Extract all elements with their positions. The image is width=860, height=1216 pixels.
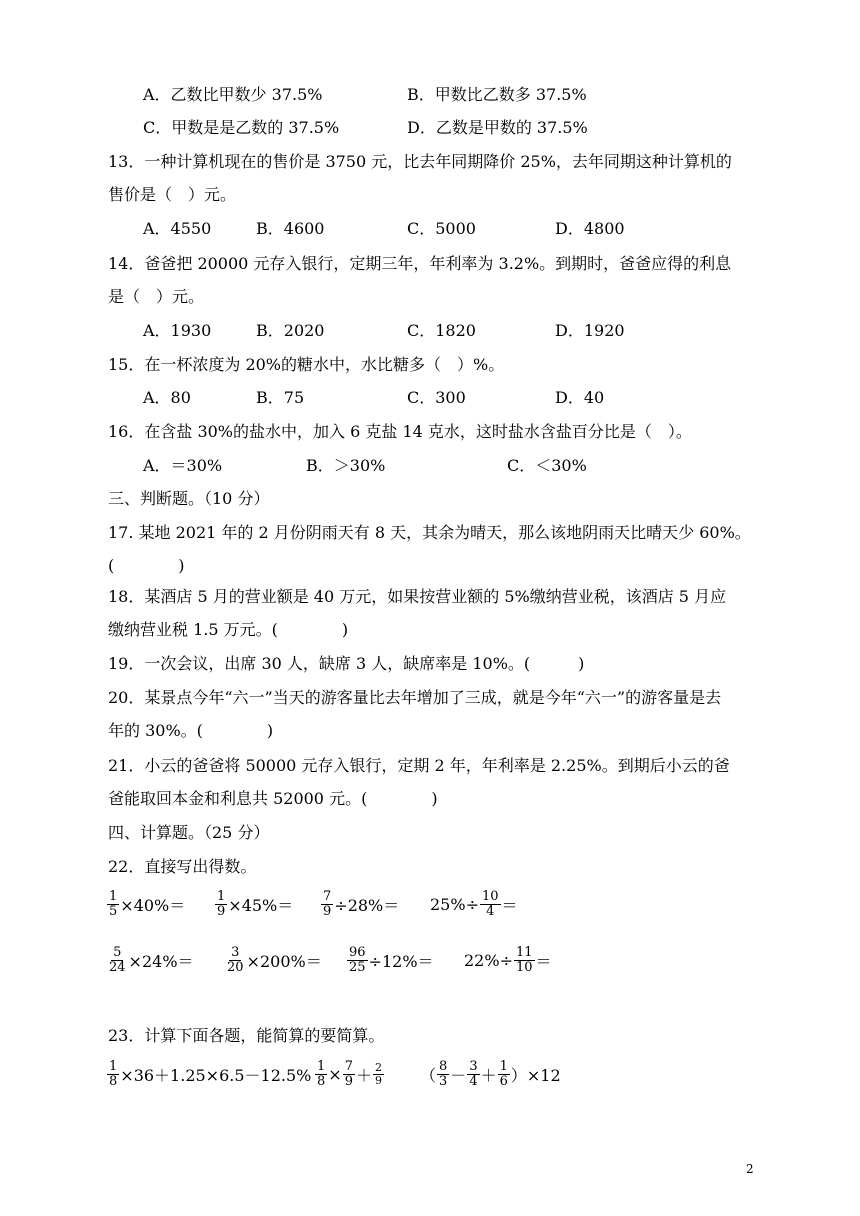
q15-option-a: A．80 <box>143 388 191 407</box>
page-number: 2 <box>746 1162 754 1176</box>
q22-expression-3: $\frac{7}{9}$ ÷28%＝ <box>323 889 400 919</box>
section-3-heading: 三、判断题。（10 分） <box>108 489 270 508</box>
q12-option-d: D．乙数是甲数的 37.5% <box>407 118 588 137</box>
q13-text-line2: 售价是（ ）元。 <box>108 185 237 204</box>
q21-text-line1: 21．小云的爸爸将 50000 元存入银行，定期 2 年，年利率是 2.25%。到期后小云的爸 <box>108 756 730 775</box>
q14-text-line1: 14．爸爸把 20000 元存入银行，定期三年，年利率为 3.2%。到期时，爸爸应得的利息 <box>108 254 732 273</box>
q23-title: 23．计算下面各题，能简算的要简算。 <box>108 1026 385 1045</box>
q16-option-c: C．＜30% <box>507 456 587 475</box>
q16-text: 16．在含盐 30%的盐水中，加入 6 克盐 14 克水，这时盐水含盐百分比是（ ）。 <box>108 422 692 441</box>
q13-option-a: A．4550 <box>143 219 212 238</box>
q16-option-a: A．＝30% <box>143 456 223 475</box>
q23-calculation-2: $\frac{1}{8}$ × $\frac{7}{9}$ ＋ $\frac{2}{9}$ <box>317 1059 382 1089</box>
q13-option-d: D．4800 <box>555 219 625 238</box>
q12-option-a: A．乙数比甲数少 37.5% <box>143 85 323 104</box>
q13-text-line1: 13．一种计算机现在的售价是 3750 元，比去年同期降价 25%，去年同期这种计算机的 <box>108 152 732 171</box>
section-4-heading: 四、计算题。（25 分） <box>108 823 270 842</box>
q15-text: 15．在一杯浓度为 20%的糖水中，水比糖多（ ）%。 <box>108 355 505 374</box>
q12-option-b: B．甲数比乙数多 37.5% <box>407 85 587 104</box>
q18-text-line2: 缴纳营业税 1.5 万元。( ) <box>108 620 349 639</box>
q22-expression-5: $\frac{5}{24}$ ×24%＝ <box>109 945 194 975</box>
q13-option-b: B．4600 <box>256 219 325 238</box>
q20-text-line2: 年的 30%。( ) <box>108 721 274 740</box>
q23-calculation-3: （ $\frac{8}{3}$ － $\frac{3}{4}$ ＋ $\frac{1}{6}$ ）×12 <box>420 1059 561 1089</box>
q12-option-c: C．甲数是是乙数的 37.5% <box>143 118 340 137</box>
q22-expression-8: 22%÷ $\frac{11}{10}$ ＝ <box>464 945 552 975</box>
q14-option-b: B．2020 <box>256 321 325 340</box>
q22-expression-6: $\frac{3}{20}$ ×200%＝ <box>227 945 322 975</box>
q18-text-line1: 18．某酒店 5 月的营业额是 40 万元，如果按营业额的 5%缴纳营业税，该酒店 5 月应 <box>108 587 727 606</box>
q14-text-line2: 是（ ）元。 <box>108 287 205 306</box>
q20-text-line1: 20．某景点今年“六一”当天的游客量比去年增加了三成，就是今年“六一”的游客量是去 <box>108 688 722 707</box>
q16-option-b: B．＞30% <box>306 456 386 475</box>
q22-expression-2: $\frac{1}{9}$ ×45%＝ <box>217 889 294 919</box>
q14-option-a: A．1930 <box>143 321 212 340</box>
q14-option-c: C．1820 <box>407 321 476 340</box>
q17-text-line2: ( ) <box>108 556 185 575</box>
q15-option-b: B．75 <box>256 388 305 407</box>
q22-expression-1: $\frac{1}{5}$ ×40%＝ <box>109 889 186 919</box>
q17-text-line1: 17. 某地 2021 年的 2 月份阴雨天有 8 天，其余为晴天，那么该地阴雨天比晴天少 60%。 <box>108 523 751 542</box>
q23-calculation-1: $\frac{1}{8}$ ×36＋1.25×6.5－12.5% <box>109 1059 312 1089</box>
q15-option-c: C．300 <box>407 388 466 407</box>
q22-expression-4: 25%÷ $\frac{10}{4}$ ＝ <box>430 889 518 919</box>
q21-text-line2: 爸能取回本金和利息共 52000 元。( ) <box>108 789 438 808</box>
q22-expression-7: $\frac{96}{25}$ ÷12%＝ <box>349 945 434 975</box>
q13-option-c: C．5000 <box>407 219 476 238</box>
q19-text: 19．一次会议，出席 30 人，缺席 3 人，缺席率是 10%。( ) <box>108 654 585 673</box>
q22-title: 22．直接写出得数。 <box>108 857 257 876</box>
q15-option-d: D．40 <box>555 388 605 407</box>
q14-option-d: D．1920 <box>555 321 625 340</box>
